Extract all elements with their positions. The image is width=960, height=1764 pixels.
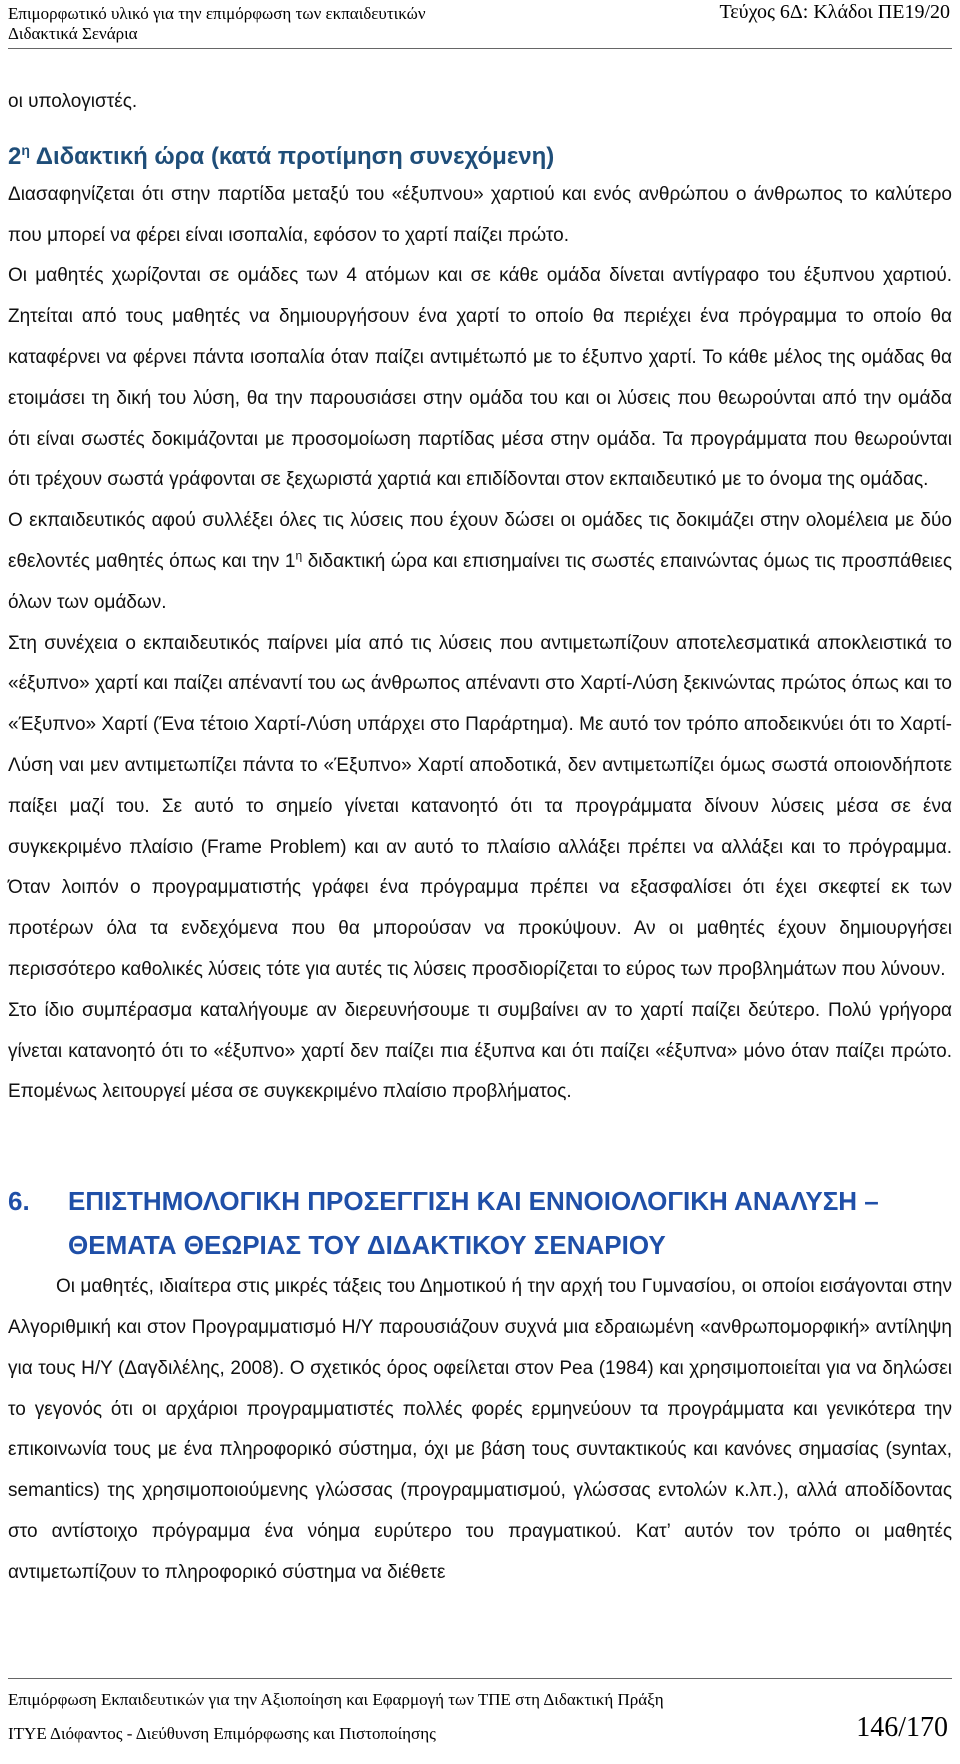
header-issue-label: Τεύχος 6Δ: Κλάδοι ΠΕ19/20 bbox=[719, 1, 950, 23]
header-section-name: Διδακτικά Σενάρια bbox=[8, 24, 138, 43]
section6-number: 6. bbox=[8, 1186, 30, 1217]
footer-divider bbox=[8, 1678, 952, 1679]
intro-line: οι υπολογιστές. bbox=[8, 91, 138, 112]
lesson2-heading bbox=[8, 143, 952, 171]
lesson2-body bbox=[8, 175, 952, 1113]
lesson2-heading-text: Διδακτική ώρα (κατά προτίμηση συνεχόμενη) bbox=[29, 142, 555, 170]
page-content bbox=[8, 82, 952, 1594]
header-material-title: Επιμορφωτικό υλικό για την επιμόρφωση των εκπαιδευτικών bbox=[8, 4, 426, 23]
footer-organization: ΙΤΥΕ Διόφαντος - Διεύθυνση Επιμόρφωσης και Πιστοποίησης bbox=[8, 1724, 436, 1743]
header-divider bbox=[8, 48, 952, 49]
page-header bbox=[0, 0, 960, 50]
section6-title-line-1: ΕΠΙΣΤΗΜΟΛΟΓΙΚΗ ΠΡΟΣΕΓΓΙΣΗ ΚΑΙ ΕΝΝΟΙΟΛΟΓΙΚΗ ΑΝΑΛΥΣΗ – bbox=[68, 1186, 879, 1217]
lesson2-paragraph-2: Οι μαθητές χωρίζονται σε ομάδες των 4 ατόμων και σε κάθε ομάδα δίνεται αντίγραφο του έξυπνου χαρτιού. Ζητείται από τους μαθητές να δημιουργήσουν ένα χαρτί το οποίο θα περιέχει ένα πρόγραμμα το οποίο θα καταφέρνει να φέρνει πάντα ισοπαλία όταν παίζει αντιμέτωπό με το έξυπνο χαρτί. Το κάθε μέλος της ομάδας θα ετοιμάσει τη δική του λύση, θα την παρουσιάσει στην ομάδα του και οι λύσεις που θεωρούνται από την ομάδα ότι είναι σωστές δοκιμάζονται με προσομοίωση παρτίδας μέσα στην ομάδα. Τα προγράμματα που θεωρούνται ότι τρέχουν σωστά γράφονται σε ξεχωριστά χαρτιά και επιδίδονται στον εκπαιδευτικό με το όνομα της ομάδας. bbox=[8, 265, 952, 491]
section6-body bbox=[8, 1267, 952, 1593]
lesson2-heading-number: 2 bbox=[8, 142, 22, 170]
lesson2-paragraph-5: Στο ίδιο συμπέρασμα καταλήγουμε αν διερευνήσουμε τι συμβαίνει αν το χαρτί παίζει δεύτερο. Πολύ γρήγορα γίνεται κατανοητό ότι το «έξυπνο» χαρτί δεν παίζει πια έξυπνα και ότι παίζει «έξυπνα» μόνο όταν παίζει πρώτο. Επομένως λειτουργεί μέσα σε συγκεκριμένο πλαίσιο προβλήματος. bbox=[8, 999, 952, 1103]
page-number: 146/170 bbox=[856, 1712, 948, 1743]
lesson2-paragraph-1: Διασαφηνίζεται ότι στην παρτίδα μεταξύ του «έξυπνου» χαρτιού και ενός ανθρώπου ο άνθρωπος το καλύτερο που μπορεί να φέρει είναι ισοπαλία, εφόσον το χαρτί παίζει πρώτο. bbox=[8, 183, 952, 246]
lesson2-heading-superscript: η bbox=[21, 141, 30, 158]
lesson2-paragraph-3-end: διδακτική ώρα και επισημαίνει τις σωστές επαινώντας όμως τις προσπάθειες όλων των ομάδων. bbox=[8, 550, 952, 613]
lesson2-paragraph-3-superscript: η bbox=[295, 548, 303, 563]
section6-paragraph-1: Οι μαθητές, ιδιαίτερα στις μικρές τάξεις του Δημοτικού ή την αρχή του Γυμνασίου, οι οποίοι εισάγονται στην Αλγοριθμική και στον Προγραμματισμό Η/Υ παρουσιάζουν συχνά μια εδραιωμένη «ανθρωπομορφική» αντίληψη για τους Η/Υ (Δαγδιλέλης, 2008). Ο σχετικός όρος οφείλεται στον Pea (1984) και χρησιμοποιείται για να δηλώσει το γεγονός ότι οι αρχάριοι προγραμματιστές πολλές φορές ερμηνεύουν τα προγράμματα και γενικότερα την επικοινωνία τους με ένα πληροφορικό σύστημα, όχι με βάση τους συντακτικούς και κανόνες σημασίας (syntax, semantics) της χρησιμοποιούμενης γλώσσας (προγραμματισμού, γλώσσας εντολών κ.λπ.), αλλά αποδίδοντας στο αντίστοιχο πρόγραμμα ένα νόημα ευρύτερο του πραγματικού. Κατ’ αυτόν τον τρόπο οι μαθητές αντιμετωπίζουν το πληροφορικό σύστημα να διέθετε bbox=[8, 1276, 952, 1583]
intro-text bbox=[8, 82, 952, 123]
page-footer bbox=[0, 1672, 960, 1764]
section6-heading bbox=[8, 1179, 952, 1267]
section6-title-line-2: ΘΕΜΑΤΑ ΘΕΩΡΙΑΣ ΤΟΥ ΔΙΔΑΚΤΙΚΟΥ ΣΕΝΑΡΙΟΥ bbox=[68, 1230, 666, 1261]
lesson2-paragraph-3-start: Ο εκπαιδευτικός αφού συλλέξει όλες τις λύσεις που έχουν δώσει οι ομάδες τις δοκιμάζει στην ολομέλεια με δύο εθελοντές μαθητές όπως και την 1 bbox=[8, 510, 952, 572]
lesson2-paragraph-4: Στη συνέχεια ο εκπαιδευτικός παίρνει μία από τις λύσεις που αντιμετωπίζουν αποτελεσματικά αποκλειστικά το «έξυπνο» χαρτί και παίζει απέναντί του ως άνθρωπος απέναντι στο Χαρτί-Λύση ξεκινώντας πρώτος όπως και το «Έξυπνο» Χαρτί (Ένα τέτοιο Χαρτί-Λύση υπάρχει στο Παράρτημα). Με αυτό τον τρόπο αποδεικνύει ότι το Χαρτί-Λύση ναι μεν αντιμετωπίζει πάντα το «Έξυπνο» Χαρτί αποδοτικά, δεν αντιμετωπίζει όμως σωστά οποιονδήποτε παίξει μαζί του. Σε αυτό το σημείο γίνεται κατανοητό ότι τα προγράμματα δίνουν λύσεις μέσα σε ένα συγκεκριμένο πλαίσιο (Frame Problem) και αν αυτό το πλαίσιο αλλάξει πρέπει να αλλάξει και το πρόγραμμα. Όταν λοιπόν ο προγραμματιστής γράφει ένα πρόγραμμα πρέπει να εξασφαλίσει ότι έχει σκεφτεί εκ των προτέρων όλα τα ενδεχόμενα που θα μπορούσαν να προκύψουν. Αν οι μαθητές έχουν δημιουργήσει περισσότερο καθολικές λύσεις τότε για αυτές τις λύσεις προσδιορίζεται το εύρος των προβλημάτων που λύνουν. bbox=[8, 632, 952, 980]
footer-program-title: Επιμόρφωση Εκπαιδευτικών για την Αξιοποίηση και Εφαρμογή των ΤΠΕ στη Διδακτική Πράξη bbox=[8, 1690, 664, 1709]
lesson2-paragraph-3 bbox=[8, 501, 952, 623]
